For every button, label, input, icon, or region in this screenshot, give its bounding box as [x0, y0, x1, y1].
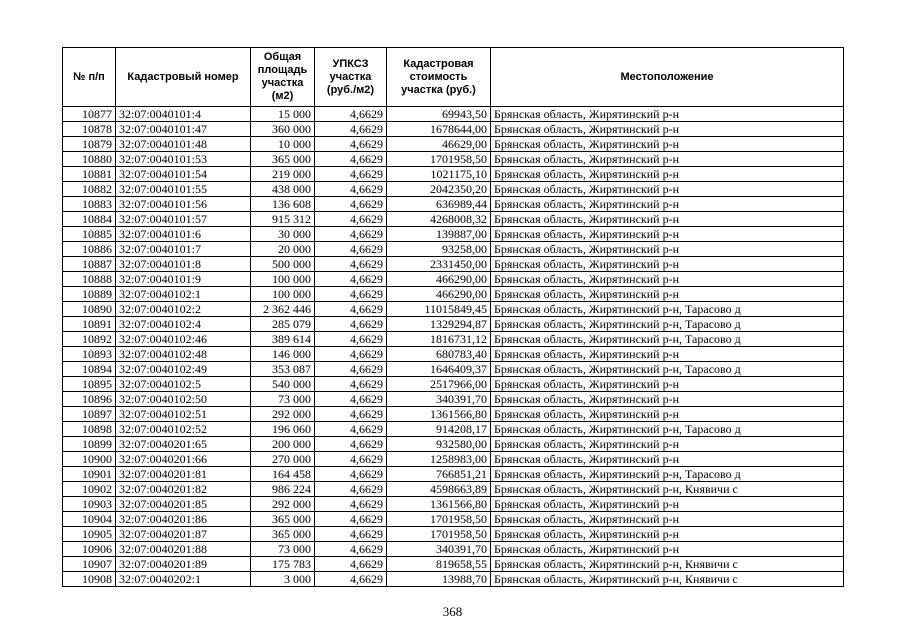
cell-upksz: 4,6629: [315, 122, 387, 137]
table-row: [63, 542, 844, 557]
cell-number: 10905: [63, 527, 116, 542]
table-row: [63, 392, 844, 407]
table-row: [63, 572, 844, 587]
cell-upksz: 4,6629: [315, 572, 387, 587]
cell-location: Брянская область, Жирятинский р-н: [491, 437, 844, 452]
cell-cadastral-number: 32:07:0040102:4: [116, 317, 251, 332]
table-row: [63, 557, 844, 572]
cell-upksz: 4,6629: [315, 437, 387, 452]
table-row: [63, 107, 844, 122]
cell-upksz: 4,6629: [315, 422, 387, 437]
cell-cadastral-number: 32:07:0040201:87: [116, 527, 251, 542]
cell-location: Брянская область, Жирятинский р-н, Тарасово д: [491, 362, 844, 377]
cell-location: Брянская область, Жирятинский р-н: [491, 182, 844, 197]
table-row: [63, 512, 844, 527]
cell-upksz: 4,6629: [315, 332, 387, 347]
table-row: [63, 467, 844, 482]
cell-cadastral-number: 32:07:0040201:88: [116, 542, 251, 557]
cell-area: 353 087: [251, 362, 315, 377]
cell-location: Брянская область, Жирятинский р-н: [491, 512, 844, 527]
cell-upksz: 4,6629: [315, 317, 387, 332]
cell-cadastral-number: 32:07:0040102:52: [116, 422, 251, 437]
cell-cadastral-number: 32:07:0040101:9: [116, 272, 251, 287]
cell-number: 10885: [63, 227, 116, 242]
page-number: 368: [442, 604, 463, 619]
table-row: [63, 497, 844, 512]
cell-number: 10907: [63, 557, 116, 572]
cell-cadastral-cost: 340391,70: [387, 542, 491, 557]
cell-area: 73 000: [251, 542, 315, 557]
table-row: [63, 287, 844, 302]
cell-upksz: 4,6629: [315, 452, 387, 467]
cell-location: Брянская область, Жирятинский р-н: [491, 257, 844, 272]
table-row: [63, 122, 844, 137]
table-row: [63, 197, 844, 212]
header-cadastral-number: Кадастровый номер: [116, 48, 251, 107]
cell-location: Брянская область, Жирятинский р-н: [491, 497, 844, 512]
cell-location: Брянская область, Жирятинский р-н: [491, 122, 844, 137]
cell-cadastral-cost: 1361566,80: [387, 407, 491, 422]
table-row: [63, 137, 844, 152]
cell-number: 10887: [63, 257, 116, 272]
cell-number: 10889: [63, 287, 116, 302]
cell-cadastral-cost: 93258,00: [387, 242, 491, 257]
cell-area: 915 312: [251, 212, 315, 227]
cell-number: 10878: [63, 122, 116, 137]
cell-location: Брянская область, Жирятинский р-н: [491, 212, 844, 227]
table-row: [63, 437, 844, 452]
cell-location: Брянская область, Жирятинский р-н: [491, 227, 844, 242]
cell-cadastral-number: 32:07:0040102:50: [116, 392, 251, 407]
table-row: [63, 317, 844, 332]
cell-area: 30 000: [251, 227, 315, 242]
cell-cadastral-cost: 46629,00: [387, 137, 491, 152]
cell-area: 219 000: [251, 167, 315, 182]
header-location: Местоположение: [491, 48, 844, 107]
cell-location: Брянская область, Жирятинский р-н: [491, 137, 844, 152]
header-cadastral-cost: Кадастровая стоимость участка (руб.): [387, 48, 491, 107]
cell-area: 2 362 446: [251, 302, 315, 317]
cell-cadastral-cost: 636989,44: [387, 197, 491, 212]
cell-area: 175 783: [251, 557, 315, 572]
table-row: [63, 362, 844, 377]
cell-number: 10883: [63, 197, 116, 212]
cell-cadastral-cost: 2042350,20: [387, 182, 491, 197]
header-number: № п/п: [63, 48, 116, 107]
cell-cadastral-number: 32:07:0040202:1: [116, 572, 251, 587]
cell-cadastral-cost: 1329294,87: [387, 317, 491, 332]
cell-cadastral-number: 32:07:0040101:54: [116, 167, 251, 182]
table-row: [63, 272, 844, 287]
cell-location: Брянская область, Жирятинский р-н, Тарасово д: [491, 302, 844, 317]
table-row: [63, 482, 844, 497]
cell-upksz: 4,6629: [315, 152, 387, 167]
cell-cadastral-cost: 680783,40: [387, 347, 491, 362]
cell-upksz: 4,6629: [315, 392, 387, 407]
cell-upksz: 4,6629: [315, 527, 387, 542]
cell-cadastral-cost: 1701958,50: [387, 527, 491, 542]
table-row: [63, 167, 844, 182]
cell-area: 15 000: [251, 107, 315, 122]
cell-number: 10906: [63, 542, 116, 557]
table-row: [63, 332, 844, 347]
cell-cadastral-number: 32:07:0040101:7: [116, 242, 251, 257]
cell-cadastral-cost: 1701958,50: [387, 152, 491, 167]
header-upksz: УПКСЗ участка (руб./м2): [315, 48, 387, 107]
cell-upksz: 4,6629: [315, 302, 387, 317]
cell-cadastral-cost: 466290,00: [387, 272, 491, 287]
cell-upksz: 4,6629: [315, 377, 387, 392]
cell-upksz: 4,6629: [315, 407, 387, 422]
cell-cadastral-number: 32:07:0040201:86: [116, 512, 251, 527]
cell-upksz: 4,6629: [315, 137, 387, 152]
cell-location: Брянская область, Жирятинский р-н: [491, 197, 844, 212]
cell-cadastral-number: 32:07:0040101:6: [116, 227, 251, 242]
cell-area: 136 608: [251, 197, 315, 212]
cell-cadastral-number: 32:07:0040102:1: [116, 287, 251, 302]
cell-location: Брянская область, Жирятинский р-н: [491, 377, 844, 392]
cell-area: 3 000: [251, 572, 315, 587]
cell-cadastral-number: 32:07:0040101:57: [116, 212, 251, 227]
cell-cadastral-number: 32:07:0040201:81: [116, 467, 251, 482]
cell-cadastral-cost: 11015849,45: [387, 302, 491, 317]
cell-area: 500 000: [251, 257, 315, 272]
cell-cadastral-number: 32:07:0040201:66: [116, 452, 251, 467]
cell-cadastral-cost: 914208,17: [387, 422, 491, 437]
cell-area: 270 000: [251, 452, 315, 467]
cell-upksz: 4,6629: [315, 467, 387, 482]
cell-number: 10893: [63, 347, 116, 362]
cell-number: 10882: [63, 182, 116, 197]
cell-cadastral-number: 32:07:0040201:82: [116, 482, 251, 497]
cell-number: 10899: [63, 437, 116, 452]
cell-location: Брянская область, Жирятинский р-н: [491, 452, 844, 467]
cell-cadastral-number: 32:07:0040101:8: [116, 257, 251, 272]
cell-number: 10908: [63, 572, 116, 587]
cell-area: 146 000: [251, 347, 315, 362]
cell-location: Брянская область, Жирятинский р-н: [491, 347, 844, 362]
cell-number: 10877: [63, 107, 116, 122]
cell-number: 10900: [63, 452, 116, 467]
cell-cadastral-cost: 1816731,12: [387, 332, 491, 347]
cell-upksz: 4,6629: [315, 287, 387, 302]
cell-number: 10891: [63, 317, 116, 332]
cell-area: 100 000: [251, 272, 315, 287]
cell-cadastral-number: 32:07:0040101:47: [116, 122, 251, 137]
cell-cadastral-cost: 932580,00: [387, 437, 491, 452]
cell-area: 200 000: [251, 437, 315, 452]
cell-number: 10884: [63, 212, 116, 227]
cell-cadastral-number: 32:07:0040101:4: [116, 107, 251, 122]
cell-upksz: 4,6629: [315, 197, 387, 212]
cell-number: 10890: [63, 302, 116, 317]
cell-upksz: 4,6629: [315, 242, 387, 257]
cell-area: 365 000: [251, 512, 315, 527]
cell-cadastral-number: 32:07:0040102:48: [116, 347, 251, 362]
table-row: [63, 182, 844, 197]
table-row: [63, 452, 844, 467]
cell-upksz: 4,6629: [315, 362, 387, 377]
cadastral-value-table: [62, 47, 844, 587]
cell-cadastral-cost: 466290,00: [387, 287, 491, 302]
cell-cadastral-number: 32:07:0040102:46: [116, 332, 251, 347]
cell-area: 292 000: [251, 407, 315, 422]
table-row: [63, 407, 844, 422]
cell-area: 540 000: [251, 377, 315, 392]
cell-cadastral-cost: 1021175,10: [387, 167, 491, 182]
cell-location: Брянская область, Жирятинский р-н: [491, 272, 844, 287]
cell-upksz: 4,6629: [315, 272, 387, 287]
cell-cadastral-cost: 4268008,32: [387, 212, 491, 227]
cell-location: Брянская область, Жирятинский р-н: [491, 287, 844, 302]
cell-upksz: 4,6629: [315, 512, 387, 527]
table-row: [63, 527, 844, 542]
cell-area: 986 224: [251, 482, 315, 497]
cell-number: 10888: [63, 272, 116, 287]
cell-cadastral-cost: 1646409,37: [387, 362, 491, 377]
cell-area: 10 000: [251, 137, 315, 152]
cell-location: Брянская область, Жирятинский р-н, Княвичи с: [491, 482, 844, 497]
cell-area: 100 000: [251, 287, 315, 302]
table-row: [63, 257, 844, 272]
cell-cadastral-number: 32:07:0040102:2: [116, 302, 251, 317]
header-area: Общая площадь участка (м2): [251, 48, 315, 107]
cell-upksz: 4,6629: [315, 497, 387, 512]
cell-location: Брянская область, Жирятинский р-н, Тарасово д: [491, 422, 844, 437]
cell-upksz: 4,6629: [315, 227, 387, 242]
cell-cadastral-number: 32:07:0040102:51: [116, 407, 251, 422]
cell-number: 10879: [63, 137, 116, 152]
cell-area: 164 458: [251, 467, 315, 482]
cell-number: 10902: [63, 482, 116, 497]
cell-area: 360 000: [251, 122, 315, 137]
cell-cadastral-number: 32:07:0040101:56: [116, 197, 251, 212]
cell-upksz: 4,6629: [315, 347, 387, 362]
cell-location: Брянская область, Жирятинский р-н: [491, 107, 844, 122]
cell-cadastral-cost: 2517966,00: [387, 377, 491, 392]
cell-cadastral-number: 32:07:0040102:5: [116, 377, 251, 392]
cell-upksz: 4,6629: [315, 212, 387, 227]
cell-location: Брянская область, Жирятинский р-н: [491, 542, 844, 557]
cell-number: 10896: [63, 392, 116, 407]
cell-area: 285 079: [251, 317, 315, 332]
cell-area: 292 000: [251, 497, 315, 512]
cell-area: 73 000: [251, 392, 315, 407]
cell-location: Брянская область, Жирятинский р-н, Княвичи с: [491, 572, 844, 587]
cell-location: Брянская область, Жирятинский р-н: [491, 242, 844, 257]
cell-upksz: 4,6629: [315, 482, 387, 497]
cell-location: Брянская область, Жирятинский р-н: [491, 167, 844, 182]
cell-upksz: 4,6629: [315, 167, 387, 182]
table-row: [63, 227, 844, 242]
table-row: [63, 422, 844, 437]
table-body: [63, 107, 844, 587]
cell-cadastral-number: 32:07:0040201:65: [116, 437, 251, 452]
cell-upksz: 4,6629: [315, 542, 387, 557]
table-row: [63, 377, 844, 392]
cell-cadastral-cost: 13988,70: [387, 572, 491, 587]
cell-location: Брянская область, Жирятинский р-н, Княвичи с: [491, 557, 844, 572]
cell-cadastral-cost: 4598663,89: [387, 482, 491, 497]
cell-upksz: 4,6629: [315, 182, 387, 197]
cell-area: 20 000: [251, 242, 315, 257]
cell-upksz: 4,6629: [315, 107, 387, 122]
cell-cadastral-cost: 139887,00: [387, 227, 491, 242]
table-row: [63, 212, 844, 227]
table-row: [63, 302, 844, 317]
table-header: [63, 48, 844, 107]
cell-number: 10894: [63, 362, 116, 377]
table-row: [63, 152, 844, 167]
cell-number: 10892: [63, 332, 116, 347]
cell-upksz: 4,6629: [315, 557, 387, 572]
cell-cadastral-cost: 1678644,00: [387, 122, 491, 137]
cell-location: Брянская область, Жирятинский р-н: [491, 527, 844, 542]
cell-number: 10881: [63, 167, 116, 182]
cell-number: 10898: [63, 422, 116, 437]
cell-cadastral-number: 32:07:0040101:48: [116, 137, 251, 152]
cell-cadastral-cost: 340391,70: [387, 392, 491, 407]
cell-location: Брянская область, Жирятинский р-н: [491, 392, 844, 407]
cell-upksz: 4,6629: [315, 257, 387, 272]
cell-area: 365 000: [251, 527, 315, 542]
cell-number: 10903: [63, 497, 116, 512]
cell-location: Брянская область, Жирятинский р-н, Тарасово д: [491, 467, 844, 482]
cell-area: 389 614: [251, 332, 315, 347]
cell-cadastral-cost: 819658,55: [387, 557, 491, 572]
cell-location: Брянская область, Жирятинский р-н, Тарасово д: [491, 332, 844, 347]
cell-cadastral-number: 32:07:0040201:89: [116, 557, 251, 572]
cell-area: 365 000: [251, 152, 315, 167]
cell-number: 10880: [63, 152, 116, 167]
cell-number: 10897: [63, 407, 116, 422]
cell-cadastral-cost: 69943,50: [387, 107, 491, 122]
table-row: [63, 242, 844, 257]
cell-location: Брянская область, Жирятинский р-н, Тарасово д: [491, 317, 844, 332]
cell-location: Брянская область, Жирятинский р-н: [491, 407, 844, 422]
cell-cadastral-cost: 1361566,80: [387, 497, 491, 512]
cell-cadastral-number: 32:07:0040101:55: [116, 182, 251, 197]
cell-cadastral-number: 32:07:0040101:53: [116, 152, 251, 167]
cell-cadastral-number: 32:07:0040102:49: [116, 362, 251, 377]
table-row: [63, 347, 844, 362]
cell-area: 196 060: [251, 422, 315, 437]
cell-cadastral-cost: 766851,21: [387, 467, 491, 482]
cell-location: Брянская область, Жирятинский р-н: [491, 152, 844, 167]
cell-cadastral-number: 32:07:0040201:85: [116, 497, 251, 512]
cell-number: 10895: [63, 377, 116, 392]
cell-cadastral-cost: 2331450,00: [387, 257, 491, 272]
cell-number: 10901: [63, 467, 116, 482]
cell-number: 10904: [63, 512, 116, 527]
cell-cadastral-cost: 1258983,00: [387, 452, 491, 467]
cell-area: 438 000: [251, 182, 315, 197]
cell-number: 10886: [63, 242, 116, 257]
cell-cadastral-cost: 1701958,50: [387, 512, 491, 527]
